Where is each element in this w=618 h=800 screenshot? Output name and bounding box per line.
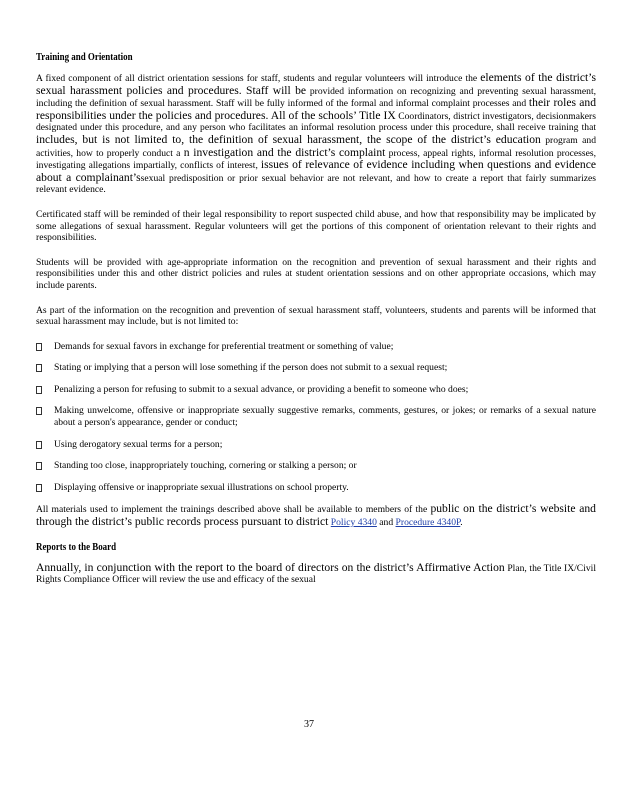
paragraph-students: Students will be provided with age-appropriate information on the recognition and prevention of sexual harassment and their rights and responsibilities under this and other district policies and rules at student orientation sessions and on other appropriate occasions, which may include parents. [36,256,596,291]
bullet-box-icon [36,343,42,351]
list-item: Penalizing a person for refusing to submit to a sexual advance, or providing a benefit to someone who does; [36,384,596,396]
list-item: Demands for sexual favors in exchange for preferential treatment or something of value; [36,341,596,353]
policy-4340-link[interactable]: Policy 4340 [330,517,377,529]
list-item: Standing too close, inappropriately touching, cornering or stalking a person; or [36,460,596,472]
paragraph-training-orientation: A fixed component of all district orientation sessions for staff, students and regular volunteers will introduce the elements of the district’s sexual harassment policies and procedures. Staff will be provided information on recognizing and preventing sexual harassment, including the definition of sexual harassment. Staff will be fully informed of the formal and informal complaint processes and their roles and responsibilities under the policies and procedures. All of the schools’ Title IX Coordinators, district investigators, decisionmakers designated under this procedure, and any person who facilitates an informal resolution process under this procedure, shall receive training that includes, but is not limited to, the definition of sexual harassment, the scope of the district’s education program and activities, how to properly conduct a n investigation and the district’s complaint process, appeal rights, informal resolution processes, investigating allegations impartially, conflicts of interest, issues of relevance of evidence including when questions and evidence about a complainant’ssexual predisposition or prior sexual behavior are not relevant, and how to create a report that fairly summarizes relevant evidence. [36,71,597,196]
paragraph-certificated-staff: Certificated staff will be reminded of their legal responsibility to report suspected child abuse, and how that responsibility may be implicated by some allegations of sexual harassment. Regular volunteers will get the portions of this component of orientation relevant to their rights and responsibilities. [36,208,596,244]
harassment-examples-list [36,341,596,494]
paragraph-harassment-may-include: As part of the information on the recognition and prevention of sexual harassment staff, volunteers, students and parents will be informed that sexual harassment may include, but is not limited to: [36,304,596,328]
bullet-box-icon [36,407,42,415]
list-item: Stating or implying that a person will lose something if the person does not submit to a sexual request; [36,362,596,374]
paragraph-reports: Annually, in conjunction with the report to the board of directors on the district’s Affirmative Action Plan, the Title IX/Civil Rights Compliance Officer will review the use and efficacy of the sexual [36,560,596,586]
paragraph-materials: All materials used to implement the trainings described above shall be available to members of the public on the district’s website and through the district’s public records process pursuant to district Policy 4340 and Procedure 4340P. [36,502,596,529]
list-item: Displaying offensive or inappropriate sexual illustrations on school property. [36,482,596,494]
page-number: 37 [304,719,314,730]
section-heading-reports: Reports to the Board [36,541,117,553]
list-item: Making unwelcome, offensive or inappropriate sexually suggestive remarks, comments, gestures, or jokes; or remarks of a sexual nature about a person's appearance, gender or conduct; [36,405,596,428]
bullet-box-icon [36,462,42,470]
document-page [36,52,596,599]
procedure-4340p-link[interactable]: Procedure 4340P [395,517,461,529]
section-heading-training: Training and Orientation [36,52,133,63]
bullet-box-icon [36,386,42,394]
bullet-box-icon [36,441,42,449]
bullet-box-icon [36,364,42,372]
bullet-box-icon [36,484,42,492]
list-item: Using derogatory sexual terms for a person; [36,439,596,451]
